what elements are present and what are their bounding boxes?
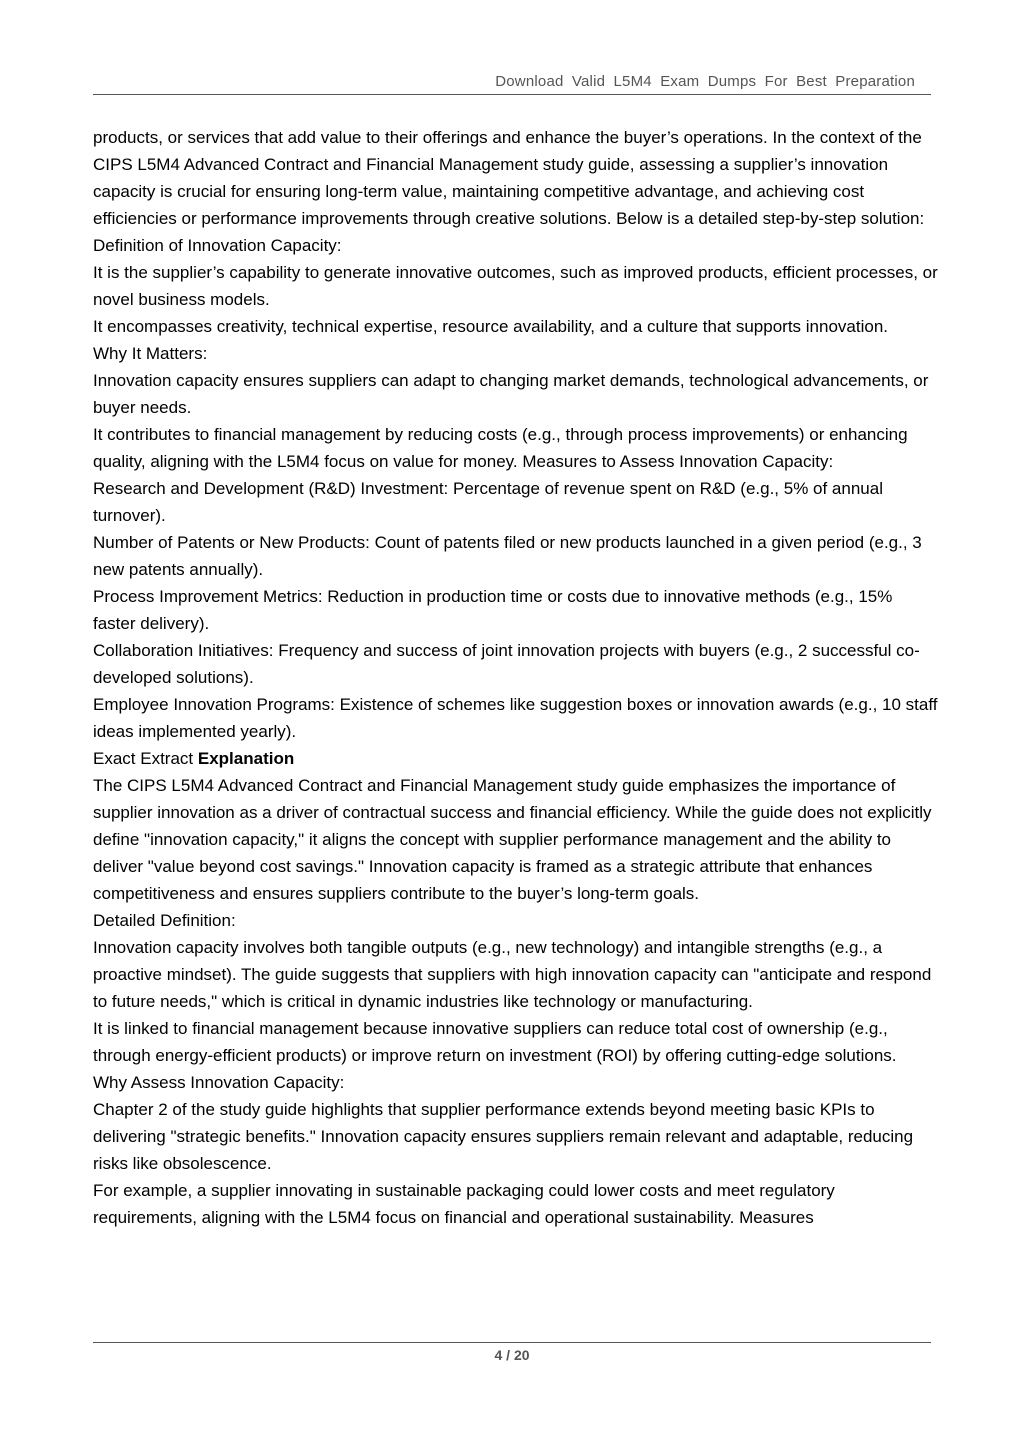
- section-heading: Detailed Definition:: [93, 911, 236, 930]
- body-paragraph: It is linked to financial management because innovative suppliers can reduce total cost of ownership (e.g., through energy-efficient products) or improve return on investment (ROI) by offering cutting-edge solutions.: [93, 1019, 897, 1065]
- header-title: Download Valid L5M4 Exam Dumps For Best Preparation: [495, 73, 915, 90]
- measure-item: Process Improvement Metrics: Reduction in production time or costs due to innovative methods (e.g., 15% faster delivery).: [93, 587, 893, 633]
- page-header: [93, 70, 931, 95]
- measure-item: Employee Innovation Programs: Existence of schemes like suggestion boxes or innovation awards (e.g., 10 staff ideas implemented yearly).: [93, 695, 938, 741]
- page-footer: [93, 1342, 931, 1363]
- body-paragraph: It is the supplier’s capability to generate innovative outcomes, such as improved products, efficient processes, or novel business models.: [93, 263, 938, 309]
- measure-item: Research and Development (R&D) Investment: Percentage of revenue spent on R&D (e.g., 5% of annual turnover).: [93, 479, 883, 525]
- measure-item: Collaboration Initiatives: Frequency and success of joint innovation projects with buyers (e.g., 2 successful co-developed solutions).: [93, 641, 920, 687]
- page-body: [93, 124, 938, 1231]
- body-paragraph: products, or services that add value to their offerings and enhance the buyer’s operations. In the context of the CIPS L5M4 Advanced Contract and Financial Management study guide, assessing a supplier’s innovation capacity is crucial for ensuring long-term value, maintaining competitive advantage, and achieving cost efficiencies or performance improvements through creative solutions. Below is a detailed step-by-step solution: Definition of Innovation Capacity:: [93, 128, 925, 255]
- body-paragraph: It encompasses creativity, technical expertise, resource availability, and a culture that supports innovation.: [93, 317, 888, 336]
- extract-heading: [93, 745, 938, 772]
- measure-item: Number of Patents or New Products: Count of patents filed or new products launched in a given period (e.g., 3 new patents annually).: [93, 533, 922, 579]
- page-number: 4 / 20: [494, 1347, 530, 1363]
- body-paragraph: Innovation capacity ensures suppliers can adapt to changing market demands, technological advancements, or buyer needs.: [93, 371, 929, 417]
- body-paragraph: It contributes to financial management by reducing costs (e.g., through process improvements) or enhancing quality, aligning with the L5M4 focus on value for money. Measures to Assess Innovation Capacity:: [93, 425, 908, 471]
- extract-prefix: Exact Extract: [93, 749, 198, 768]
- explanation-label: Explanation: [197, 749, 295, 768]
- section-heading: Why Assess Innovation Capacity:: [93, 1073, 345, 1092]
- body-paragraph: Chapter 2 of the study guide highlights that supplier performance extends beyond meeting basic KPIs to delivering "strategic benefits." Innovation capacity ensures suppliers remain relevant and adaptable, reducing risks like obsolescence.: [93, 1100, 914, 1173]
- body-paragraph: For example, a supplier innovating in sustainable packaging could lower costs and meet regulatory requirements, aligning with the L5M4 focus on financial and operational sustainability. Measures: [93, 1181, 835, 1227]
- body-paragraph: Innovation capacity involves both tangible outputs (e.g., new technology) and intangible strengths (e.g., a proactive mindset). The guide suggests that suppliers with high innovation capacity can "anticipate and respond to future needs," which is critical in dynamic industries like technology or manufacturing.: [93, 938, 932, 1011]
- body-paragraph: The CIPS L5M4 Advanced Contract and Financial Management study guide emphasizes the importance of supplier innovation as a driver of contractual success and financial efficiency. While the guide does not explicitly define "innovation capacity," it aligns the concept with supplier performance management and the ability to deliver "value beyond cost savings." Innovation capacity is framed as a strategic attribute that enhances competitiveness and ensures suppliers contribute to the buyer’s long-term goals.: [93, 776, 932, 903]
- section-heading: Why It Matters:: [93, 344, 208, 363]
